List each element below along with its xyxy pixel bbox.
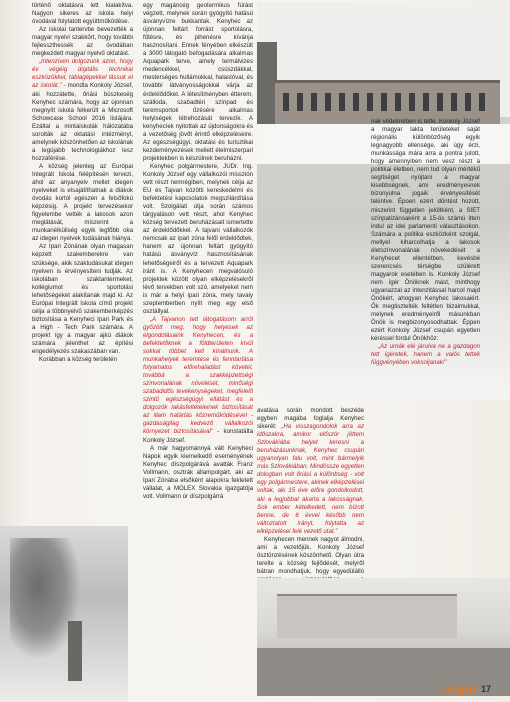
article-paragraph [32,243,133,356]
article-paragraph [143,445,253,501]
article-text: Az iskolai tantervbe bevezették a magyar nyelvi szakkört, hogy további fejlesszthessék az óvodában megkezdett magyar nyelvű oktatást. [32,26,133,58]
article-quote: „Intenzíven dolgozunk azon, hogy év végéig digitális technikai eszközökkel, táblagépekkel lássuk el az iskolát.” [32,58,133,90]
article-column-1 [32,2,133,610]
article-text: Kenyhec polgármestere, JUDr. Ing. Konkoly József egy vállalkozói misszión vett részt nemrégiben, melynek célja az EU és Tajvan közötti kereskedelmi és befektetési kapcsolatok megszilárdítása volt. Szolgálati útja során számos tárgyaláson vett részt, ahol Kenyhec község tervezett beruházásait ismertette az érdeklődőkkel. A tajvani vállalkozók nemcsak az ipari zóna felől érdeklődtek, hanem az újonnan feltárt gyógyító hatású ásványvíz hasznosításának lehetőségeiről és a tervezett Aquapark iránt is. A Kenyhecen megvalósuló projektek között olyan elképzelésekről lévő tervekben volt szó, amelyeket nem is már a helyi ipari zóna, mely tavaly szeptemberben nyílt meg egy első osztállyal. [143,162,253,315]
article-paragraph [32,26,133,58]
photo-snowy-statue [0,526,128,702]
article-paragraph [371,118,480,343]
article-quote: „Ha visszagondolok arra az időszakra, amikor először jöttem Szlovákiába helyet keresni a beruházásunknak, Kenyhec csupán ugyanolyan falu volt, mint bármelyik más Szlovákiában. Mindössze egyetlen dologban volt őriási a különbség - volt egy polgármestere, akinek elképzelései voltak, aki 15 éve előre gondolkodott, aki a legjobbat akarta a lakosságnak. Sok ember kételkedett, nem bízott benne, de 6 évvel később nem változtatott irányt, folytatta az elképzelései felé vezető utat.” [257,423,364,535]
article-paragraph [143,2,253,163]
article-quote: „Az urnák elé járulva ne a gazdagon tett ígéretek, hanem a valós tettek függvényében voksoljanak!” [371,343,480,367]
article-text: - konstatálta Konkoly József. [143,428,254,444]
magazine-brand-logo: régió [442,682,477,696]
article-paragraph [143,163,253,316]
article-text: A már hagyománnyá vált Kenyheci Napok egyik kiemelkedő eseményének Kenyhec díszpolgárává avatták Franz Vollmann, osztrák állampolgárt, aki az Ipari Zónába elsőként alapokra fektetett vállalat, a MOLEX Slovakia igazgatója volt. Vollmann úr díszpolgárrá [143,444,253,500]
article-paragraph [32,356,133,364]
article-text: avatása során mondott beszéde egyben magába foglalja Kenyhec sikerét: [257,407,364,431]
article-quote: „A Tajvanon tett látogatásom arról győzött meg, hogy helyesek az elgondolásaink Kenyhecen, és a befektetőknek a földterületen kívül sokkal többet kell kínálnunk. A munkahelyek teremtése és fenntartása folyamatos előrehaladást követel, továbbá a szakképzettségi színvonalának növelését, minőségi szabadidős tevékenységeket, megfelelő szintű egészségügyi ellátást és a dolgozók lakásfeltételeinek biztosítását az illam határtás közreműködésével - gazdaságilag kedvező vállalkozói környezet biztosításával” [143,315,253,436]
article-text: Korábban a község területén [39,356,117,364]
article-paragraph [32,2,133,26]
article-text: Az Ipari Zónának olyan magasan képzett szakemberekre van szüksége, akik szaktudásukat idegen nyelven is érvényesíteni tudják. Az iskolában szaktantermeket, kollégiumot és sportolási lehetőségeket alakítanak majd ki. Az Európai Integrált Iskola című projekt célja a többnyelvű szakemberképzés biztosítása a Kenyheci Ipari Park és a High - Tech Park számára. A projekt így a magyar ajkú diákok számára jelenthet az építési engedélyezés szakaszában van. [32,243,133,356]
article-column-4 [371,118,480,555]
article-paragraph [32,58,133,163]
article-paragraph [32,163,133,243]
article-text: Kenyhecen mennek nagyot álmodni, ami a vezetőjük, Konkoly József ösztönzésének köszönhető. Olyan útra terelte a község fejlődését, melyről bátran mondhatjuk, hogy egyedülálló [257,535,364,575]
article-text: történő oktatásra lett kialakítva. Nagyon sikeres az iskola helyi óvodával folytatott együttműködése. [32,2,133,26]
article-text: nak védelmében is tette. Konkoly József a magyar lakta területeket saját régionális különbözőség egyik legnagyobb ellensége, aki úgy érzi, munkássága mára arra a pontra jutott, hogy amennyiben nem vesz részt a politikai életben, nem tud olyan mértékű segítséget nyújtani a magyar kisebbségnek, ami eredményesnek bizonyulna jogaik érvényesítését tekintve. Époen ezért döntést hozott, miszerint független jelöltként, a SIET színpatizánsaként a 15-ös számú itten indul az idei parlamenti választásokon. Számára a politika eszközként szolgál, mellyel kiharcolhatja a lakosok életszínvonalának növekedését a Kenyhecet ellentétben, kevésbé szerencsés térségbe szülérett magyarok esetében is. Konkoly József nem ígér Önöknek mást, minthogy ugyanazzal az intenzitással harcol majd Önökért, ahogyan Kenyhec lakosaiért. Ők megtisztelték feltétlen bizalmukkal, melynek eredményeiről másunkban Önök is megbizonyosodhattak. Éppen ezért Konkoly József csupán egyetlen kéréssel fordul Önökhöz: [371,118,480,343]
page-number: 17 [481,684,492,694]
article-text: A község jelenleg az Európai Integrált Iskola felépítésén tervezi, ahol az anyanyelv mellet idegen nyelveket is elsajátíthatnak a diákok óvodás kortól egészen a felsőfokú képzésig. A projekt tervezésekor figyelembe vették a lakosok azon meglátását, miszerint a munkanélküliség egyik legfőbb oka az idegen nyelvek tudásának hiánya. [32,162,133,243]
article-column-2 [143,2,253,682]
article-paragraph [257,407,364,536]
article-column-3 [257,407,364,607]
article-paragraph [371,343,480,367]
article-paragraph [143,316,253,445]
article-text: egy magáncég geotermikus fúrást végzett, melynek során gyógyító hatású ásványvízre bukkantak. Kenyhec az újonnan feltárt forrást sportolásra, fűtésre, és pihenésre kívánja hasznosítani. Ennek fényében elkészült a 3000 látogató befogadására alkalmas Aquapark terve, amely termálvizes medencékkel, csúszdákkal, mesterséges hullámokkal, halastóval, és további látványosságokkal várja az érdeklődőket. A létesítményben étterem, szálloda, szabadtéri színpad és teremsportok űzésére alkalmas helyiségek létrehozását tervezik. A kenyhecíek nyitottak az újdonságokra és a vezetőség jövőt érintő elképzeléseire. Az egészségügyi, oktatási és turisztikai kezdeményezések mellett élelmiszerpari projektekben is készülnek beruházni. [143,2,253,162]
photo-factory-building [257,578,510,696]
article-text: - mondta Konkoly József, aki hozzátette, őriási büszkeség Kenyhec számára, hogy az újonnan megnyílt iskola felkerült a Microsoft Schowcase School 2016 listájára. Ezáltal a mintaiskolák hálózatába sorolták az oktatási intézményt, amelynek köszönhetően az iskolának a legújabb technológiákhoz lesz hozzáférése. [32,82,133,162]
